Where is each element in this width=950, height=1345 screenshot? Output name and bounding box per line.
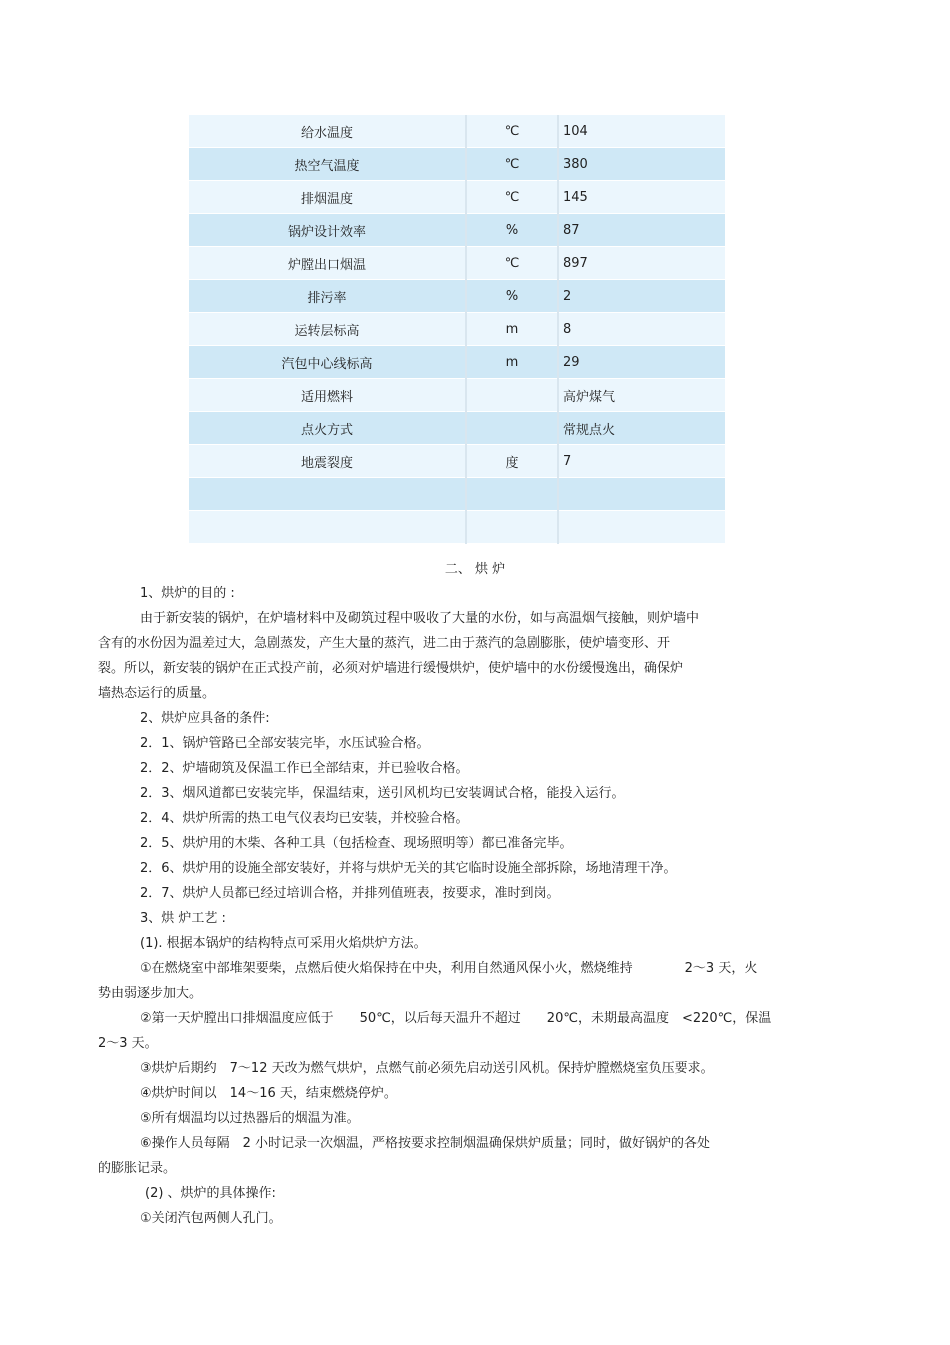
table-row xyxy=(189,412,725,445)
body-line: 3、烘 炉工艺 : xyxy=(140,911,226,926)
param-name-cell: 炉膛出口烟温 xyxy=(189,247,466,280)
body-line: 2．2、炉墙砌筑及保温工作已全部结束，并已验收合格。 xyxy=(140,761,469,776)
param-name-cell xyxy=(189,511,466,544)
value-cell xyxy=(558,478,725,511)
body-line: ⑥操作人员每隔 2 小时记录一次烟温，严格按要求控制烟温确保烘炉质量；同时，做好锅炉的各处 xyxy=(140,1136,711,1151)
value-cell: 104 xyxy=(558,115,725,148)
body-line: 2～3 天。 xyxy=(98,1036,158,1051)
body-line: ①关闭汽包两侧人孔门。 xyxy=(140,1211,282,1226)
value-cell: 常规点火 xyxy=(558,412,725,445)
param-name-cell: 地震裂度 xyxy=(189,445,466,478)
unit-cell: m xyxy=(466,313,558,346)
body-line: 2、烘炉应具备的条件: xyxy=(140,711,270,726)
body-line: ③烘炉后期约 7～12 天改为燃气烘炉，点燃气前必须先启动送引风机。保持炉膛燃烧室负压要求。 xyxy=(140,1061,714,1076)
unit-cell: % xyxy=(466,280,558,313)
param-name-cell: 热空气温度 xyxy=(189,148,466,181)
table-row xyxy=(189,181,725,214)
unit-cell xyxy=(466,511,558,544)
body-line: 含有的水份因为温差过大，急剧蒸发，产生大量的蒸汽，进二由于蒸汽的急剧膨胀，使炉墙变形、开 xyxy=(98,636,671,651)
value-cell: 7 xyxy=(558,445,725,478)
value-cell: 8 xyxy=(558,313,725,346)
unit-cell xyxy=(466,379,558,412)
body-line: 由于新安装的锅炉，在炉墙材料中及砌筑过程中吸收了大量的水份，如与高温烟气接触，则炉墙中 xyxy=(140,611,700,626)
unit-cell: m xyxy=(466,346,558,379)
value-cell: 897 xyxy=(558,247,725,280)
body-line: 2．4、烘炉所需的热工电气仪表均已安装，并校验合格。 xyxy=(140,811,469,826)
body-line: 2．6、烘炉用的设施全部安装好，并将与烘炉无关的其它临时设施全部拆除，场地清理干净。 xyxy=(140,861,677,876)
body-line: 2．1、锅炉管路已全部安装完毕，水压试验合格。 xyxy=(140,736,430,751)
table-row xyxy=(189,346,725,379)
body-line: ②第一天炉膛出口排烟温度应低于 50℃，以后每天温升不超过 20℃，未期最高温度 <220℃，保温 xyxy=(140,1011,772,1026)
unit-cell: ℃ xyxy=(466,148,558,181)
body-line: 2．3、烟风道都已安装完毕，保温结束，送引风机均已安装调试合格，能投入运行。 xyxy=(140,786,625,801)
param-name-cell: 排烟温度 xyxy=(189,181,466,214)
section-title: 二、 烘 炉 xyxy=(444,562,506,577)
value-cell: 380 xyxy=(558,148,725,181)
body-line: 2．5、烘炉用的木柴、各种工具（包括检查、现场照明等）都已准备完毕。 xyxy=(140,836,573,851)
unit-cell: 度 xyxy=(466,445,558,478)
body-line: (2) 、烘炉的具体操作: xyxy=(145,1186,276,1201)
body-line: 2．7、烘炉人员都已经过培训合格，并排列值班表，按要求，准时到岗。 xyxy=(140,886,560,901)
param-name-cell: 锅炉设计效率 xyxy=(189,214,466,247)
body-line: (1). 根据本锅炉的结构特点可采用火焰烘炉方法。 xyxy=(140,936,427,951)
unit-cell: ℃ xyxy=(466,115,558,148)
param-name-cell xyxy=(189,478,466,511)
table-row xyxy=(189,148,725,181)
body-line: ⑤所有烟温均以过热器后的烟温为准。 xyxy=(140,1111,360,1126)
param-name-cell: 适用燃料 xyxy=(189,379,466,412)
body-line: ④烘炉时间以 14～16 天，结束燃烧停炉。 xyxy=(140,1086,397,1101)
body-line: 的膨胀记录。 xyxy=(98,1161,177,1176)
boiler-spec-table xyxy=(189,115,725,544)
table-row xyxy=(189,214,725,247)
param-name-cell: 排污率 xyxy=(189,280,466,313)
body-line: 势由弱逐步加大。 xyxy=(98,986,203,1001)
param-name-cell: 汽包中心线标高 xyxy=(189,346,466,379)
value-cell: 29 xyxy=(558,346,725,379)
unit-cell xyxy=(466,478,558,511)
value-cell: 高炉煤气 xyxy=(558,379,725,412)
table-row xyxy=(189,445,725,478)
unit-cell: ℃ xyxy=(466,181,558,214)
table-row xyxy=(189,478,725,511)
unit-cell: ℃ xyxy=(466,247,558,280)
table-row xyxy=(189,247,725,280)
table-row xyxy=(189,511,725,544)
unit-cell: % xyxy=(466,214,558,247)
param-name-cell: 点火方式 xyxy=(189,412,466,445)
value-cell xyxy=(558,511,725,544)
body-line: ①在燃烧室中部堆架要柴，点燃后使火焰保持在中央，利用自然通风保小火，燃烧维持 2～3 天，火 xyxy=(140,961,758,976)
table-row xyxy=(189,115,725,148)
value-cell: 87 xyxy=(558,214,725,247)
table-row xyxy=(189,313,725,346)
value-cell: 2 xyxy=(558,280,725,313)
table-row xyxy=(189,280,725,313)
param-name-cell: 运转层标高 xyxy=(189,313,466,346)
value-cell: 145 xyxy=(558,181,725,214)
unit-cell xyxy=(466,412,558,445)
body-line: 裂。所以，新安装的锅炉在正式投产前，必须对炉墙进行缓慢烘炉，使炉墙中的水份缓慢逸出，确保炉 xyxy=(98,661,684,676)
param-name-cell: 给水温度 xyxy=(189,115,466,148)
body-line: 1、烘炉的目的 : xyxy=(140,586,235,601)
body-line: 墙热态运行的质量。 xyxy=(98,686,216,701)
table-row xyxy=(189,379,725,412)
